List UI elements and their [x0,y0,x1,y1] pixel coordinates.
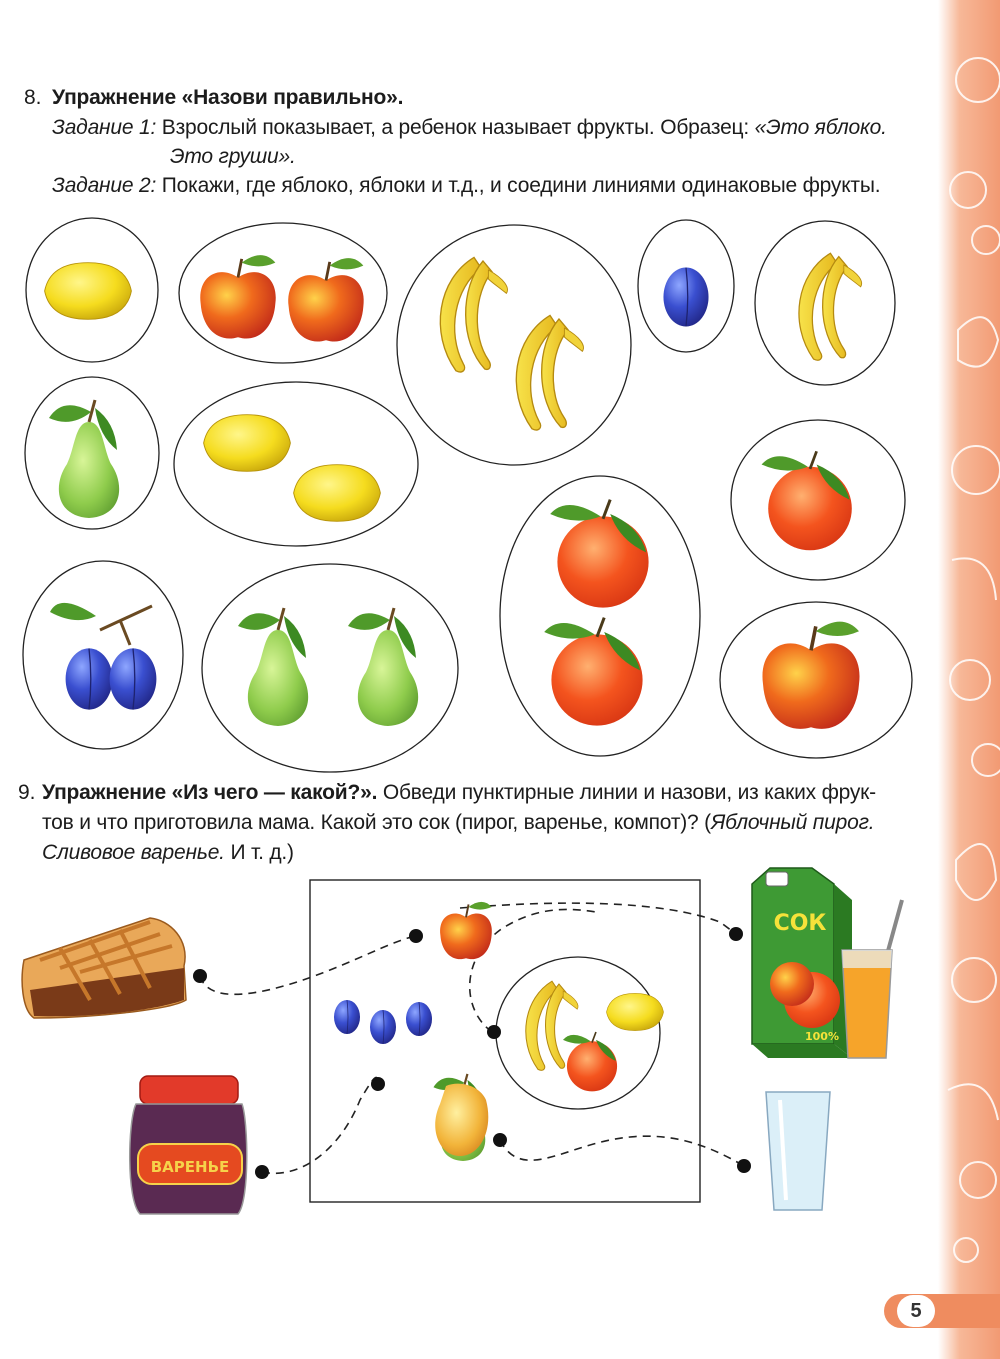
task2-text: Покажи, где яблоко, яблоки и т.д., и соедини линиями одинаковые фрукты. [156,174,881,197]
page-number: 5 [910,1300,922,1322]
exercise-9-line1-text: Обведи пунктирные линии и назови, из каких фрук- [377,781,876,804]
empty-glass-illustration [766,1092,830,1210]
juice-carton-percent: 100% [805,1030,839,1043]
jam-jar-illustration [130,1076,247,1214]
exercise-9-line2-italic: Яблочный пирог. [710,811,875,834]
juice-carton-illustration [752,868,852,1058]
exercise-9-line3-text: И т. д.) [224,841,294,864]
juice-carton-label: СОК [773,911,827,936]
jam-jar-label: ВАРЕНЬЕ [150,1158,230,1176]
task1-example-line1: «Это яблоко. [754,116,887,139]
exercise-8-title-text: Упражнение «Назови правильно». [52,86,404,109]
exercise-9-line2-text: тов и что приготовила мама. Какой это сок (пирог, варенье, компот)? ( [42,811,711,834]
exercise-9-line3-italic: Сливовое варенье. [42,841,225,864]
task2-label: Задание 2: [52,174,157,197]
pie-illustration [22,918,186,1018]
task1-example-line2: Это груши». [170,145,296,168]
exercise-9-number: 9. [18,781,36,804]
exercise-9-title: Упражнение «Из чего — какой?». [42,781,378,804]
task1-text: Взрослый показывает, а ребенок называет фрукты. Образец: [156,116,755,139]
exercise-8-number: 8. [24,86,42,109]
task1-label: Задание 1: [52,116,157,139]
